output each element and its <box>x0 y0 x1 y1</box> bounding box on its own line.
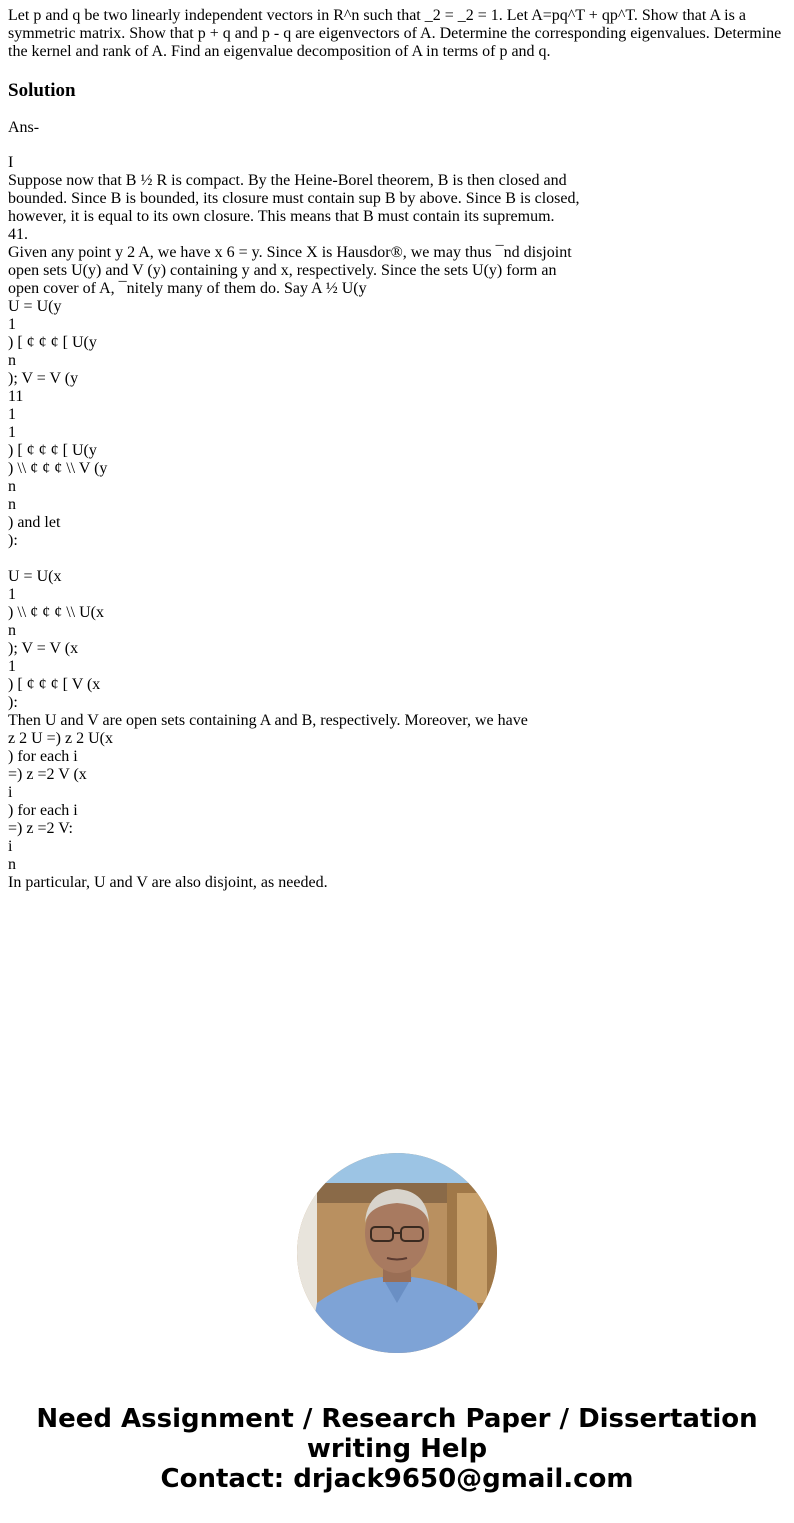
solution-line: 1 <box>8 424 16 441</box>
solution-line: In particular, U and V are also disjoint, as needed. <box>8 874 328 891</box>
solution-line: ) for each i <box>8 802 78 819</box>
solution-line: U = U(y <box>8 298 62 315</box>
solution-line: however, it is equal to its own closure. This means that B must contain its supremum. <box>8 208 555 225</box>
solution-line: i <box>8 838 13 855</box>
solution-line: ) [ ¢ ¢ ¢ [ V (x <box>8 676 101 693</box>
solution-line: ) \\ ¢ ¢ ¢ \\ U(x <box>8 604 104 621</box>
solution-line: n <box>8 856 16 873</box>
solution-line: i <box>8 784 13 801</box>
promo-line-2: writing Help <box>306 1434 488 1464</box>
solution-line: 1 <box>8 658 16 675</box>
solution-line: 41. <box>8 226 28 243</box>
solution-line: =) z =2 V: <box>8 820 73 837</box>
solution-line: ) and let <box>8 514 61 531</box>
answer-label: Ans- <box>8 119 40 136</box>
solution-line: ) for each i <box>8 748 78 765</box>
solution-line: ) [ ¢ ¢ ¢ [ U(y <box>8 442 97 459</box>
solution-line <box>8 550 608 568</box>
solution-line: Then U and V are open sets containing A and B, respectively. Moreover, we have <box>8 712 528 729</box>
solution-line: ): <box>8 694 18 711</box>
solution-line: ); V = V (y <box>8 370 79 387</box>
solution-line: U = U(x <box>8 568 62 585</box>
solution-line: open cover of A, ¯nitely many of them do. Say A ½ U(y <box>8 280 367 297</box>
solution-body <box>8 154 608 892</box>
solution-line: 1 <box>8 586 16 603</box>
promo-banner <box>0 1404 794 1494</box>
person-photo-icon <box>297 1153 497 1353</box>
solution-line: bounded. Since B is bounded, its closure must contain sup B by above. Since B is closed, <box>8 190 580 207</box>
document-page <box>8 7 788 892</box>
solution-line: Suppose now that B ½ R is compact. By the Heine-Borel theorem, B is then closed and <box>8 172 567 189</box>
solution-line: n <box>8 496 16 513</box>
promo-contact: Contact: drjack9650@gmail.com <box>160 1464 634 1494</box>
question-text: Let p and q be two linearly independent vectors in R^n such that _2 = _2 = 1. Let A=pq^T + qp^T. Show that A is a symmetric matrix. Show that p + q and p - q are eigenvectors of A. Determine the corresponding eigenvalues. Determine the kernel and rank of A. Find an eigenvalue decomposition of A in terms of p and q. <box>8 7 782 60</box>
solution-line: 1 <box>8 406 16 423</box>
solution-line: open sets U(y) and V (y) containing y and x, respectively. Since the sets U(y) form an <box>8 262 557 279</box>
solution-line: 11 <box>8 388 24 405</box>
solution-line: ); V = V (x <box>8 640 79 657</box>
solution-line: ) \\ ¢ ¢ ¢ \\ V (y <box>8 460 108 477</box>
solution-line: z 2 U =) z 2 U(x <box>8 730 113 747</box>
solution-line: ): <box>8 532 18 549</box>
solution-line: n <box>8 478 16 495</box>
solution-line: Given any point y 2 A, we have x 6 = y. Since X is Hausdor®, we may thus ¯nd disjoint <box>8 244 572 261</box>
solution-line: =) z =2 V (x <box>8 766 87 783</box>
promo-line-1: Need Assignment / Research Paper / Dissertation <box>36 1404 758 1434</box>
solution-line: ) [ ¢ ¢ ¢ [ U(y <box>8 334 97 351</box>
solution-heading: Solution <box>8 80 76 101</box>
solution-line: I <box>8 154 14 171</box>
solution-line: n <box>8 622 16 639</box>
solution-line: 1 <box>8 316 16 333</box>
solution-line: n <box>8 352 16 369</box>
author-avatar <box>297 1153 497 1353</box>
